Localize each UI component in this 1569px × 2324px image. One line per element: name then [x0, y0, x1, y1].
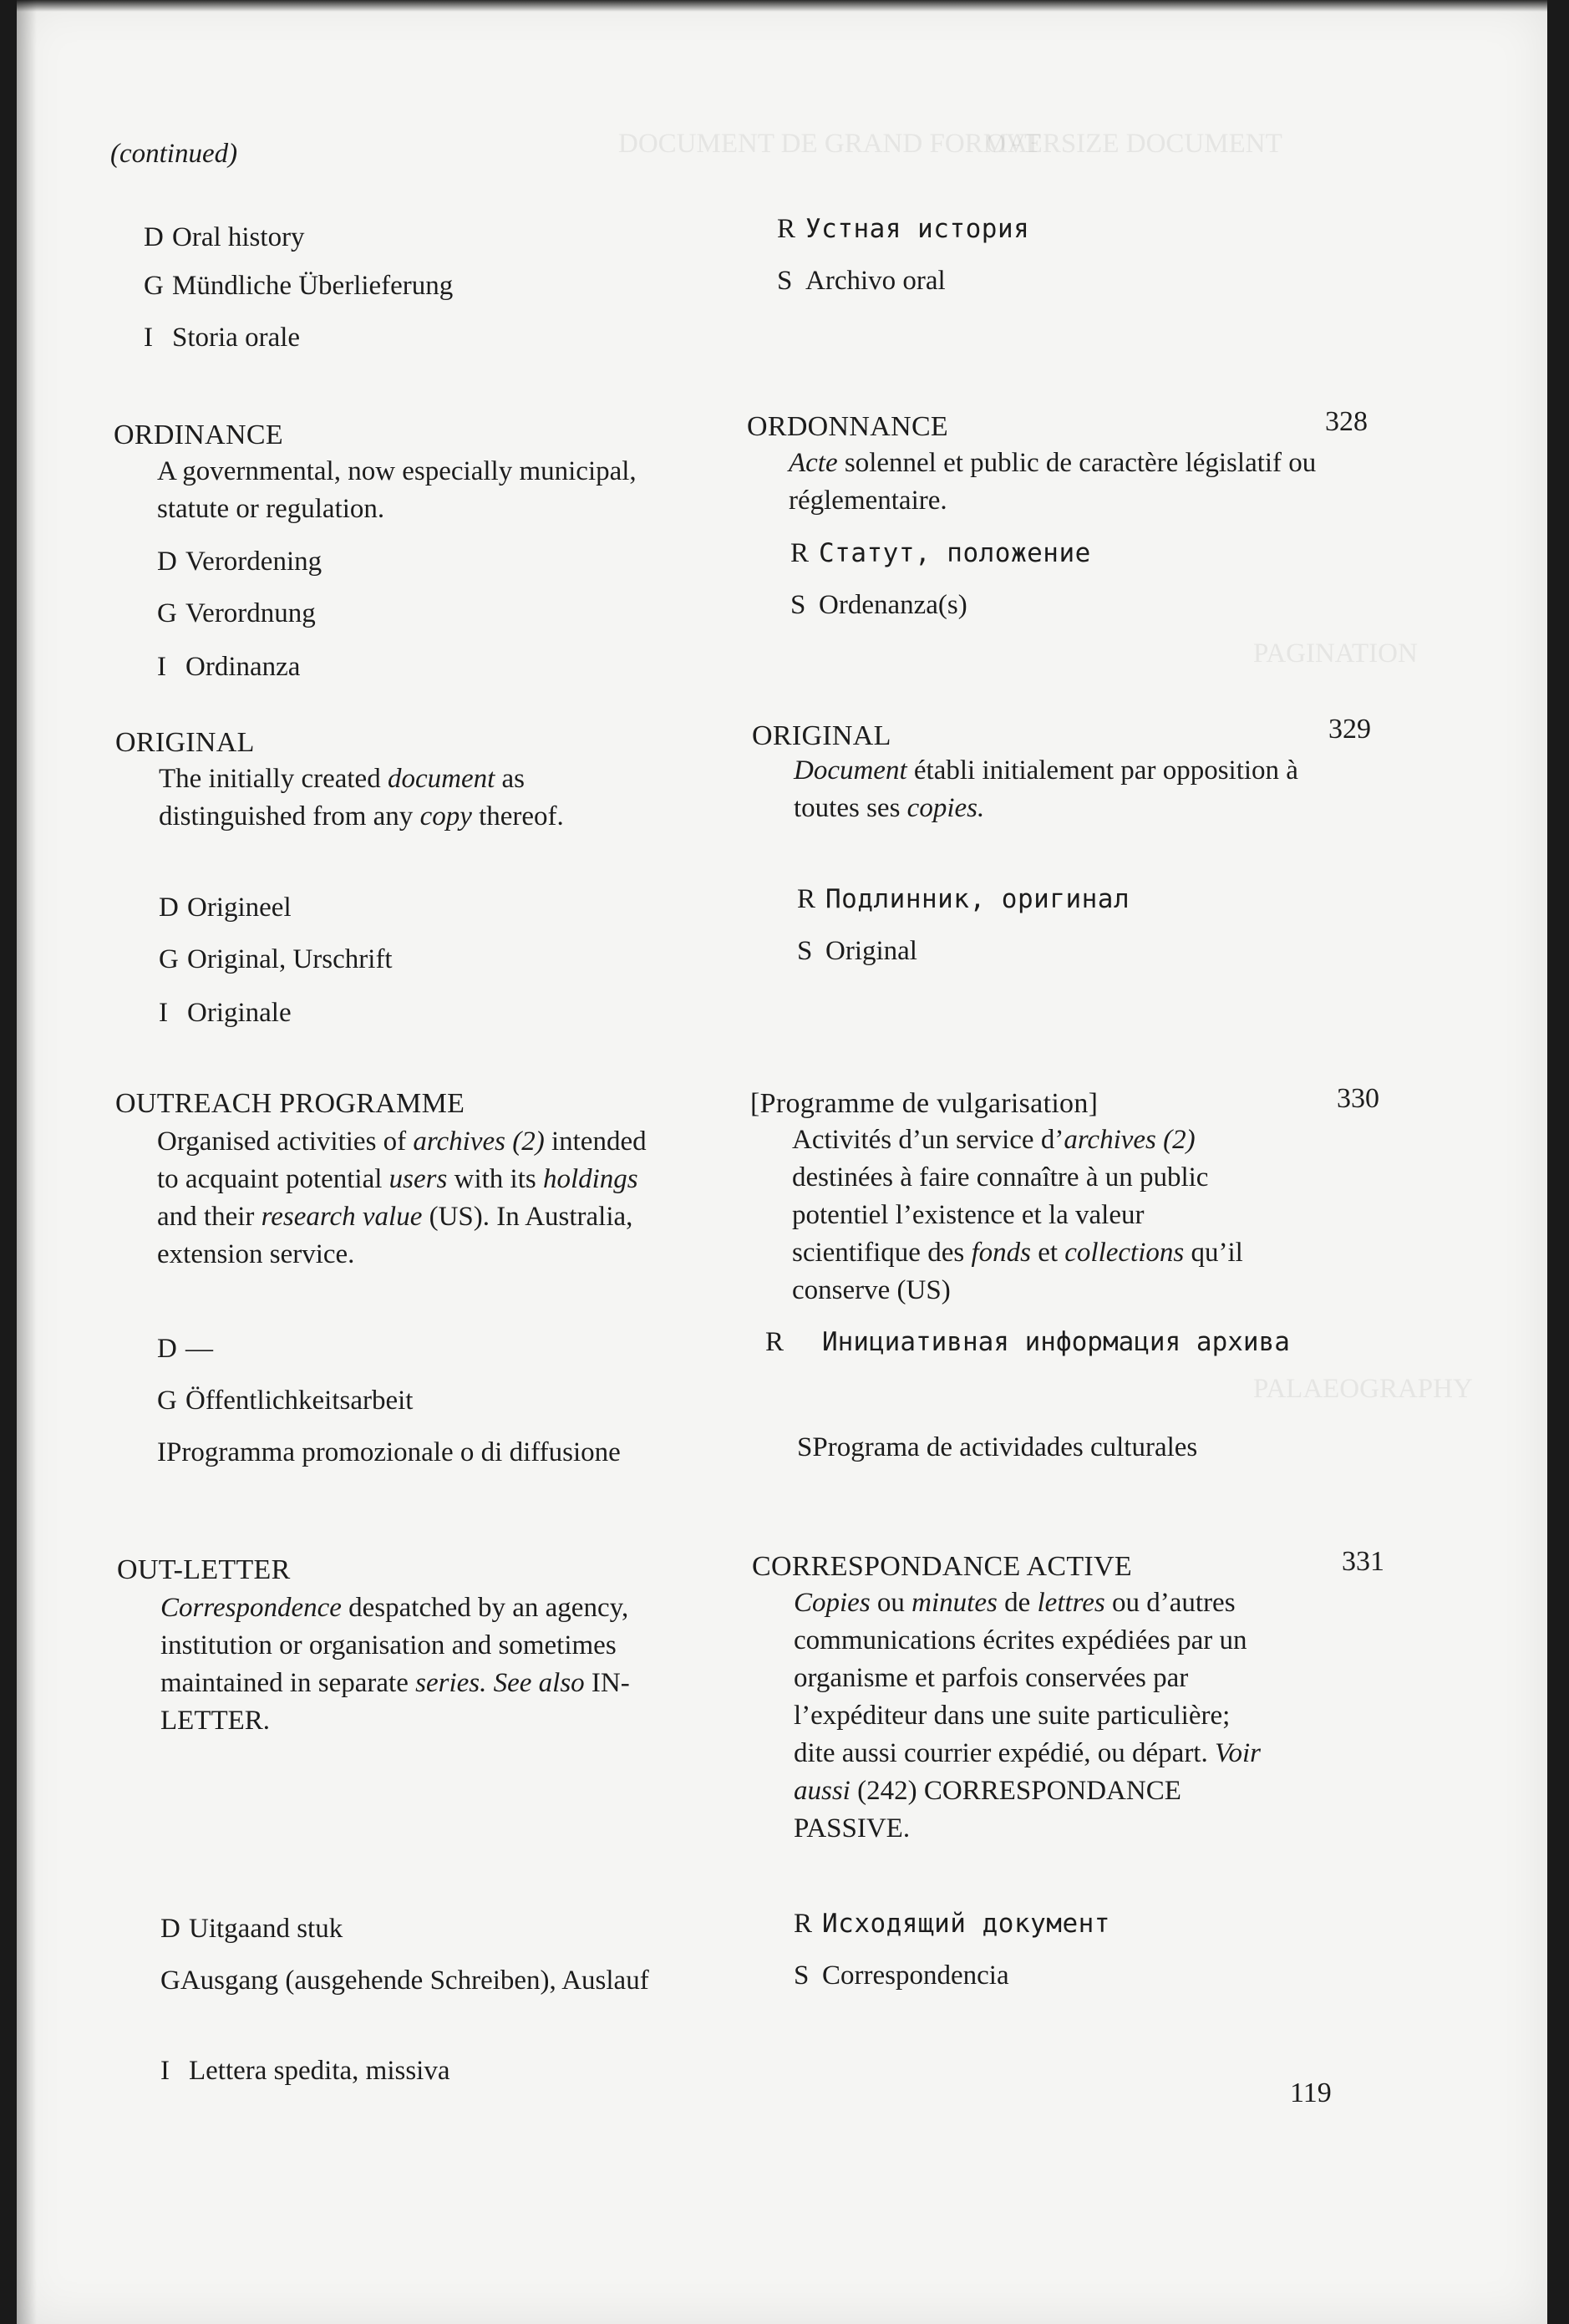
equivalent-german: G Mündliche Überlieferung [144, 271, 454, 301]
equivalent-italian: I Originale [159, 998, 292, 1028]
document-page: OVERSIZE DOCUMENT DOCUMENT DE GRAND FORMAT PAGINATION PALAEOGRAPHY (continued) D Oral history G Mündliche Überlieferung I Storia orale R Устная история S Archivo oral ORDINANCE A governmental, now especially municipal, statute or regulation. D Verordening G Verordnung I Ordinanza ORDONNANCE 328 Acte solennel et public de caractère législatif ou réglementaire. R Статут, положение S Ordenanza(s) ORIGINAL The initially created document as distinguished from any copy thereof. D Origineel G Original, Urschrift I Originale ORIGINAL 329 Document établi initialement par opposition à toutes ses copies. R Подлинник, оригинал S Original OUTREACH PROGRAMME Organised activities of archives (2) intended to acquaint potential users with its holdings and their research value (US). In Australia, extension service. D — G Öffentlichkeitsarbeit IProgramma promozionale o di diffusione [Programme de vulgarisation] 330 Activités d’un service d’archives (2) destinées à faire connaître à un public potentiel l’existence et la valeur scientifique des fonds et collections qu’il conserve (US) R Инициативная информация архива SPrograma de actividades culturales OUT-LETTER Correspondence despatched by an agency, institution or organisation and sometimes maintained in separate series. See also IN-LETTER. D Uitgaand stuk GAusgang (ausgehende Schreiben), Auslauf I Lettera spedita, missiva CORRESPONDANCE ACTIVE 331 Copies ou minutes de lettres ou d’autres communications écrites expédiées par un organisme et parfois conservées par l’expéditeur dans une suite particulière; dite aussi courrier expédié, ou départ. Voir aussi (242) CORRESPONDANCE PASSIVE. R Исходящий документ S Correspondencia 119 [17, 0, 1547, 2324]
equivalent-russian: R Инициативная информация архива [765, 1327, 1290, 1357]
equivalent-dutch: D Uitgaand stuk [160, 1914, 343, 1944]
equivalent-dutch: D Verordening [157, 547, 322, 577]
equivalent-russian: R Подлинник, оригинал [797, 884, 1130, 914]
entry-term-en: OUTREACH PROGRAMME [115, 1088, 465, 1119]
equivalent-german: G Verordnung [157, 598, 316, 628]
entry-definition-en: Correspondence despatched by an agency, institution or organisation and sometimes maintained in separate series. See also IN-LETTER. [160, 1593, 630, 1736]
equivalent-italian: I Storia orale [144, 323, 301, 353]
entry-number: 328 [1325, 406, 1368, 437]
equivalent-german: GAusgang (ausgehende Schreiben), Auslauf [160, 1965, 649, 1996]
page-number: 119 [1290, 2077, 1332, 2108]
entry-definition-en: The initially created document as distinguished from any copy thereof. [159, 764, 564, 831]
entry-definition-en: A governmental, now especially municipal, statute or regulation. [157, 456, 637, 524]
equivalent-spanish: S Correspondencia [794, 1960, 1009, 1991]
equivalent-italian: I Lettera spedita, missiva [160, 2056, 450, 2086]
entry-term-fr: ORIGINAL [752, 720, 891, 751]
equivalent-dutch: D Origineel [159, 892, 292, 923]
entry-definition-fr: Acte solennel et public de caractère législatif ou réglementaire. [789, 448, 1317, 516]
equivalent-german: G Öffentlichkeitsarbeit [157, 1386, 414, 1416]
entry-number: 329 [1328, 714, 1371, 745]
equivalent-russian: R Статут, положение [790, 538, 1091, 568]
entry-definition-en: Organised activities of archives (2) intended to acquaint potential users with its holdings and their research value (US). In Australia, extension service. [157, 1126, 647, 1269]
entry-number: 330 [1337, 1083, 1379, 1114]
equivalent-italian: IProgramma promozionale o di diffusione [157, 1437, 621, 1467]
equivalent-dutch: D — [157, 1334, 213, 1364]
entry-term-fr: CORRESPONDANCE ACTIVE [752, 1551, 1132, 1582]
equivalent-spanish: S Archivo oral [777, 266, 946, 296]
equivalent-german: G Original, Urschrift [159, 944, 393, 974]
entry-term-en: ORIGINAL [115, 727, 255, 758]
entry-term-en: ORDINANCE [114, 420, 283, 450]
entry-definition-fr: Activités d’un service d’archives (2) destinées à faire connaître à un public potentiel l’existence et la valeur scientifique des fonds et collections qu’il conserve (US) [792, 1125, 1243, 1305]
entry-term-en: OUT-LETTER [117, 1554, 291, 1585]
equivalent-spanish: S Original [797, 936, 917, 966]
entry-term-fr: ORDONNANCE [747, 411, 948, 442]
entry-definition-fr: Document établi initialement par opposition à toutes ses copies. [794, 755, 1298, 823]
equivalent-dutch: D Oral history [144, 222, 305, 252]
entry-definition-fr: Copies ou minutes de lettres ou d’autres communications écrites expédiées par un organisme et parfois conservées par l’expéditeur dans une suite particulière; dite aussi courrier expédié, ou départ. Voir aussi (242) CORRESPONDANCE PASSIVE. [794, 1588, 1261, 1843]
equivalent-italian: I Ordinanza [157, 652, 301, 682]
equivalent-russian: R Устная история [777, 214, 1030, 244]
equivalent-spanish: S Ordenanza(s) [790, 590, 967, 620]
equivalent-russian: R Исходящий документ [794, 1909, 1110, 1939]
continued-label: (continued) [110, 139, 238, 169]
entry-number: 331 [1342, 1546, 1384, 1577]
equivalent-spanish: SPrograma de actividades culturales [797, 1432, 1198, 1462]
entry-term-fr: [Programme de vulgarisation] [750, 1088, 1099, 1119]
